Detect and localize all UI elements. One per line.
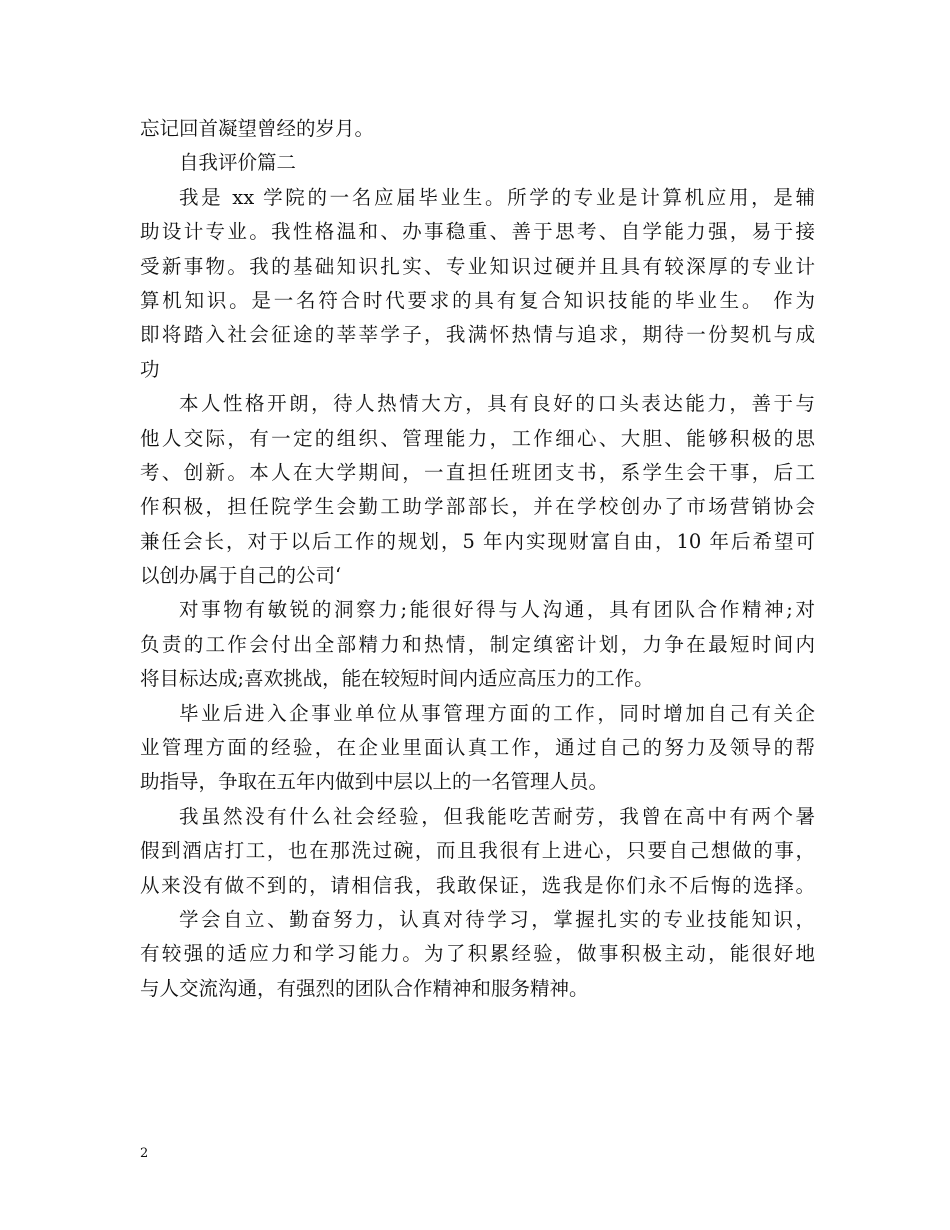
paragraph-line: 与人交流沟通，有强烈的团队合作精神和服务精神。 — [140, 976, 589, 1000]
paragraph-line: 助设计专业。我性格温和、办事稳重、善于思考、自学能力强，易于接 — [140, 220, 815, 244]
paragraph-line: 我虽然没有什么社会经验，但我能吃苦耐劳，我曾在高中有两个暑 — [179, 804, 815, 828]
paragraph-line: 算机知识。是一名符合时代要求的具有复合知识技能的毕业生。 作为 — [140, 288, 815, 312]
paragraph-line: 本人性格开朗，待人热情大方，具有良好的口头表达能力，善于与 — [179, 392, 815, 416]
paragraph-line: 从来没有做不到的，请相信我，我敢保证，选我是你们永不后悔的选择。 — [140, 873, 815, 897]
paragraph-line: 以创办属于自己的公司‘ — [140, 564, 342, 588]
paragraph-line: 即将踏入社会征途的莘莘学子，我满怀热情与追求，期待一份契机与成 — [140, 323, 815, 347]
paragraph-line: 作积极，担任院学生会勤工助学部部长，并在学校创办了市场营销协会 — [140, 495, 815, 519]
paragraph-line: 助指导，争取在五年内做到中层以上的一名管理人员。 — [140, 770, 609, 794]
paragraph-line: 考、创新。本人在大学期间，一直担任班团支书，系学生会干事，后工 — [140, 460, 815, 484]
paragraph-line: 有较强的适应力和学习能力。为了积累经验，做事积极主动，能很好地 — [140, 942, 815, 966]
paragraph-line: 业管理方面的经验，在企业里面认真工作，通过自己的努力及领导的帮 — [140, 736, 815, 760]
page-number: 2 — [140, 1146, 149, 1161]
paragraph-line: 他人交际，有一定的组织、管理能力，工作细心、大胆、能够积极的思 — [140, 426, 815, 450]
paragraph-line: 受新事物。我的基础知识扎实、专业知识过硬并且具有较深厚的专业计 — [140, 254, 815, 278]
paragraph-line: 负责的工作会付出全部精力和热情，制定缜密计划，力争在最短时间内 — [140, 632, 815, 656]
paragraph-line: 兼任会长，对于以后工作的规划，5 年内实现财富自由，10 年后希望可 — [140, 529, 815, 553]
paragraph-line: 忘记回首凝望曾经的岁月。 — [140, 117, 375, 140]
paragraph-line: 将目标达成;喜欢挑战，能在较短时间内适应高压力的工作。 — [140, 667, 654, 691]
paragraph-line: 我是 xx 学院的一名应届毕业生。所学的专业是计算机应用，是辅 — [179, 185, 815, 209]
paragraph-line: 对事物有敏锐的洞察力;能很好得与人沟通，具有团队合作精神;对 — [179, 598, 815, 622]
paragraph-line: 假到酒店打工，也在那洗过碗，而且我很有上进心，只要自己想做的事， — [140, 839, 815, 863]
section-heading: 自我评价篇二 — [179, 151, 297, 175]
paragraph-line: 功 — [140, 357, 160, 381]
document-body — [140, 112, 815, 1006]
paragraph-line: 毕业后进入企事业单位从事管理方面的工作，同时增加自己有关企 — [179, 701, 815, 725]
paragraph-line: 学会自立、勤奋努力，认真对待学习，掌握扎实的专业技能知识， — [179, 907, 815, 931]
